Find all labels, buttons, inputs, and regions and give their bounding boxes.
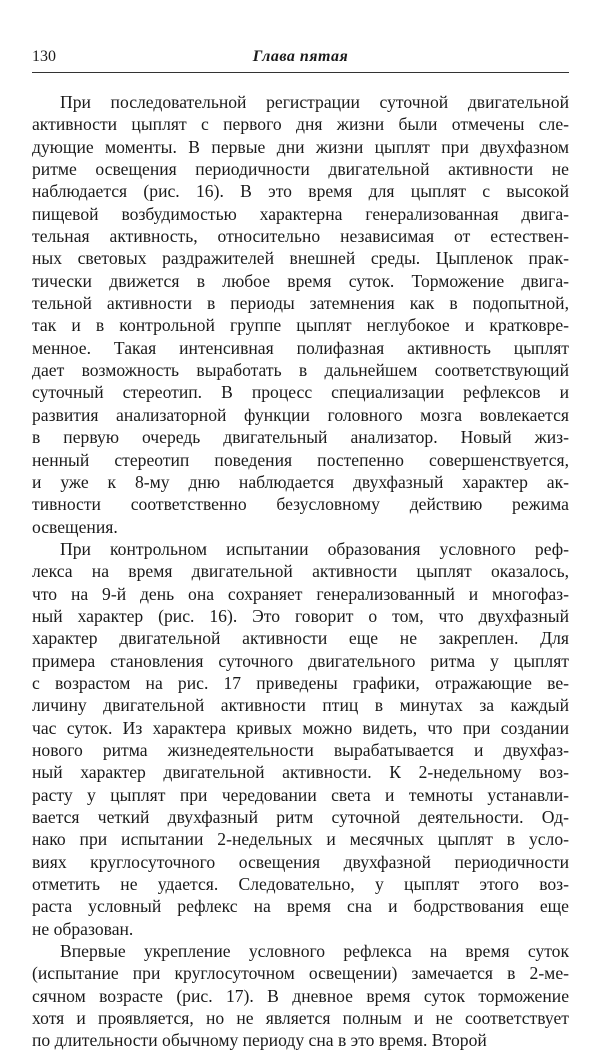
text-line: хотя и проявляется, но не является полным и не соответствует	[32, 1008, 569, 1029]
text-line: в первую очередь двигательный анализатор. Новый жиз-	[32, 427, 569, 448]
text-line: ритме освещения периодичности двигательной активности не	[32, 159, 569, 180]
text-line: что на 9-й день она сохраняет генерализованный и многофаз-	[32, 583, 569, 604]
text-line: с возрастом на рис. 17 приведены графики, отражающие ве-	[32, 672, 569, 693]
text-line: тельной активности в периоды затемнения как в подопытной,	[32, 293, 569, 314]
text-line: час суток. Из характера кривых можно видеть, что при создании	[32, 717, 569, 738]
header-rule	[32, 72, 569, 73]
text-line: лекса на время двигательной активности цыплят оказалось,	[32, 561, 569, 582]
text-line: расту у цыплят при чередовании света и темноты устанавли-	[32, 784, 569, 805]
running-title: Глава пятая	[252, 48, 349, 65]
text-line: характер двигательной активности еще не закреплен. Для	[32, 628, 569, 649]
page-number: 130	[32, 48, 56, 65]
text-line: пищевой возбудимостью характерна генерализованная двига-	[32, 203, 569, 224]
text-line: тически движется в любое время суток. Торможение двига-	[32, 270, 569, 291]
text-line: сячном возрасте (рис. 17). В дневное время суток торможение	[32, 985, 569, 1006]
text-line: тельная активность, относительно независимая от естествен-	[32, 226, 569, 247]
text-line: вается четкий двухфазный ритм суточной деятельности. Од-	[32, 807, 569, 827]
text-line: личину двигательной активности птиц в минутах за каждый	[32, 695, 569, 716]
text-line: При последовательной регистрации суточной двигательной	[60, 92, 569, 112]
text-line: развития анализаторной функции головного мозга вовлекается	[32, 404, 569, 425]
text-line: освещения.	[32, 516, 118, 537]
text-line: так и в контрольной группе цыплят неглубокое и кратковре-	[32, 315, 569, 336]
text-line: активности цыплят с первого дня жизни были отмечены сле-	[32, 114, 569, 135]
text-line: виях круглосуточного освещения двухфазной периодичности	[32, 851, 569, 872]
body-text	[32, 91, 569, 1052]
text-line: по длительности обычному периоду сна в это время. Второй	[32, 1030, 487, 1051]
text-line: примера становления суточного двигательного ритма у цыплят	[32, 650, 569, 671]
text-line: дующие моменты. В первые дни жизни цыплят при двухфазном	[32, 136, 569, 157]
text-line: и уже к 8-му дню наблюдается двухфазный характер ак-	[32, 471, 569, 492]
text-line: (испытание при круглосуточном освещении) замечается в 2-ме-	[32, 963, 569, 984]
paragraph	[32, 91, 569, 538]
text-line: Впервые укрепление условного рефлекса на время суток	[60, 941, 569, 962]
page-header	[32, 46, 569, 70]
text-line: наблюдается (рис. 16). В это время для цыплят с высокой	[32, 181, 569, 202]
text-line: менное. Такая интенсивная полифазная активность цыплят	[32, 337, 569, 358]
paragraph	[32, 538, 569, 940]
text-line: ный характер (рис. 16). Это говорит о том, что двухфазный	[32, 605, 569, 626]
text-line: нового ритма жизнедеятельности вырабатывается и двухфаз-	[32, 739, 569, 760]
text-line: ненный стереотип поведения постепенно совершенствуется,	[32, 449, 569, 470]
text-line: не образован.	[32, 918, 134, 939]
text-line: тивности соответственно безусловному действию режима	[32, 494, 569, 515]
text-line: нако при испытании 2-недельных и месячных цыплят в усло-	[32, 829, 569, 850]
paragraph	[32, 940, 569, 1052]
text-line: ный характер двигательной активности. К 2-недельному воз-	[32, 762, 569, 783]
text-line: При контрольном испытании образования условного реф-	[60, 538, 569, 559]
text-line: дает возможность выработать в дальнейшем соответствующий	[32, 360, 569, 381]
text-line: раста условный рефлекс на время сна и бодрствования еще	[32, 896, 569, 917]
text-line: отметить не удается. Следовательно, у цыплят этого воз-	[32, 874, 569, 895]
text-line: суточный стереотип. В процесс специализации рефлексов и	[32, 382, 569, 403]
text-line: ных световых раздражителей внешней среды. Цыпленок прак-	[32, 248, 569, 269]
